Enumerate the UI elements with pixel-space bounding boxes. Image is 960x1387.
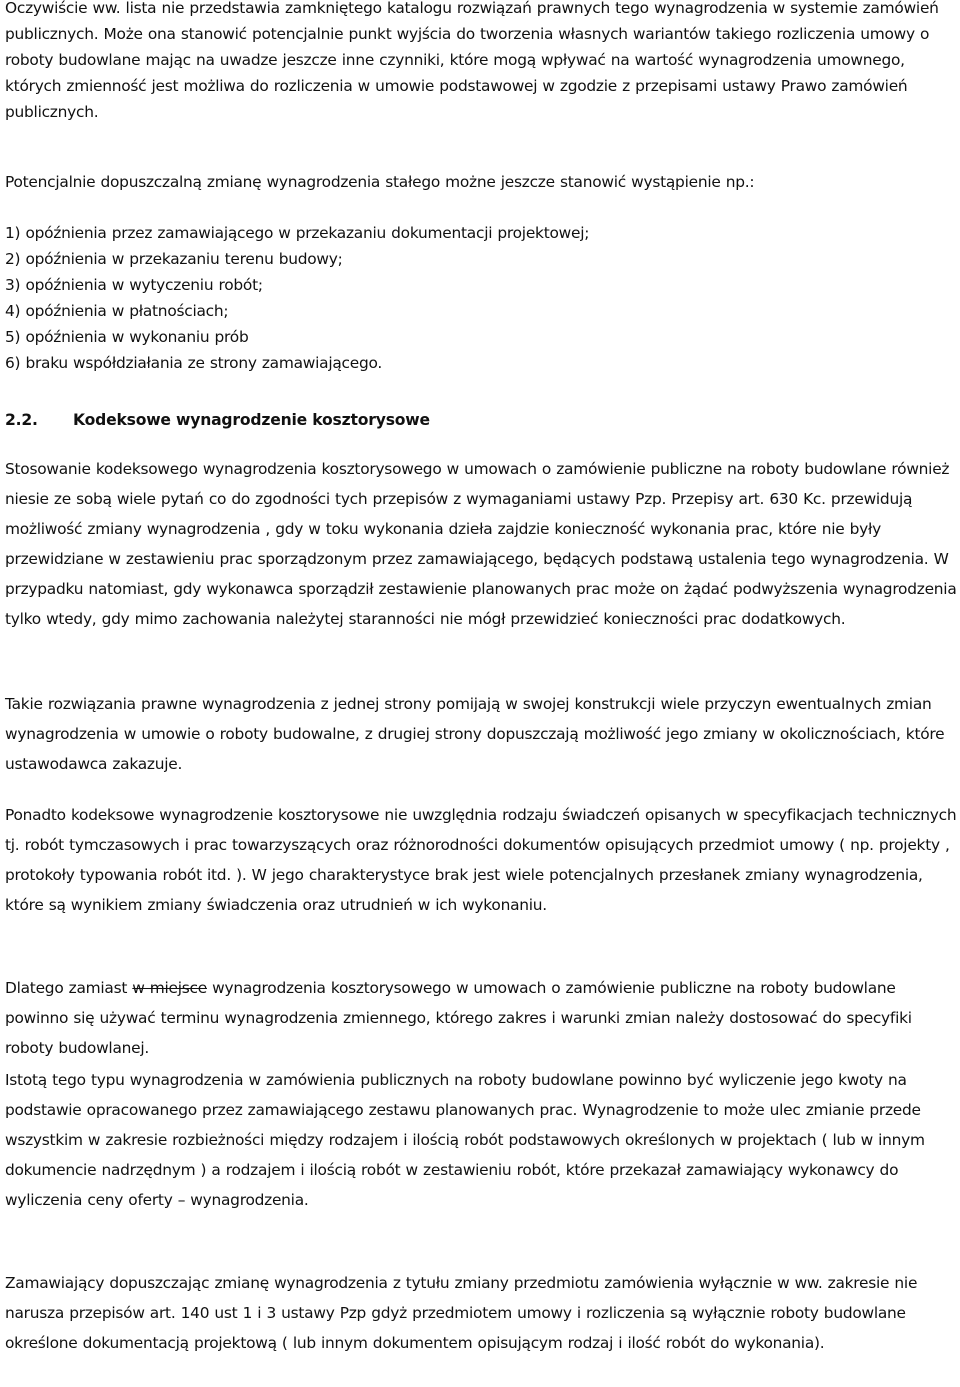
body-paragraph-2: Takie rozwiązania prawne wynagrodzenia z jednej strony pomijają w swojej konstrukcji wiele przyczyn ewentualnych zmian wynagrodzenia w umowie o roboty budowalne, z drugiej strony dopuszczają możliwość jego zmiany w okolicznościach, które ustawodawca zakazuje.: [5, 695, 945, 773]
body-paragraph-6: Zamawiający dopuszczając zmianę wynagrodzenia z tytułu zmiany przedmiotu zamówienia wyłącznie w ww. zakresie nie narusza przepisów art. 140 ust 1 i 3 ustawy Pzp gdyż przedmiotem umowy i rozliczenia są wyłącznie roboty budowlane określone dokumentacją projektową ( lub innym dokumentem opisującym rodzaj i ilość robót do wykonania).: [5, 1274, 918, 1352]
list-item: 1) opóźnienia przez zamawiającego w przekazaniu dokumentacji projektowej;: [5, 224, 590, 242]
body-paragraph-1: Stosowanie kodeksowego wynagrodzenia kosztorysowego w umowach o zamówienie publiczne na roboty budowlane również niesie ze sobą wiele pytań co do zgodności tych przepisów z wymaganiami ustawy Pzp. Przepisy art. 630 Kc. przewidują możliwość zmiany wynagrodzenia , gdy w toku wykonania dzieła zajdzie konieczność wykonania prac, które nie były przewidziane w zestawieniu prac sporządzonym przez zamawiającego, będących podstawą ustalenia tego wynagrodzenia. W przypadku natomiast, gdy wykonawca sporządził zestawienie planowanych prac może on żądać podwyższenia wynagrodzenia tylko wtedy, gdy mimo zachowania należytej staranności nie mógł przewidzieć konieczności prac dodatkowych.: [5, 460, 957, 628]
section-title: Kodeksowe wynagrodzenie kosztorysowe: [73, 411, 430, 429]
list-item: 3) opóźnienia w wytyczeniu robót;: [5, 276, 263, 294]
body-paragraph-4: [5, 973, 958, 1063]
p4-rest: wynagrodzenia kosztorysowego w umowach o zamówienie publiczne na roboty budowlane powinno się używać terminu wynagrodzenia zmiennego, którego zakres i warunki zmian należy dostosować do specyfiki roboty budowlanej.: [5, 979, 912, 1057]
section-number: 2.2.: [5, 411, 38, 429]
struck-text: w miejsce: [132, 979, 207, 997]
potential-change-paragraph: Potencjalnie dopuszczalną zmianę wynagrodzenia stałego możne jeszcze stanowić wystąpienie np.:: [5, 173, 755, 191]
body-paragraph-3: Ponadto kodeksowe wynagrodzenie kosztorysowe nie uwzględnia rodzaju świadczeń opisanych w specyfikacjach technicznych tj. robót tymczasowych i prac towarzyszących oraz różnorodności dokumentów opisujących przedmiot umowy ( np. projekty , protokoły typowania robót itd. ). W jego charakterystyce brak jest wiele potencjalnych przesłanek zmiany wynagrodzenia, które są wynikiem zmiany świadczenia oraz utrudnień w ich wykonaniu.: [5, 806, 957, 914]
list-item: 6) braku współdziałania ze strony zamawiającego.: [5, 354, 383, 372]
p4-lead: Dlatego zamiast: [5, 979, 133, 997]
delay-list: [5, 220, 958, 376]
section-heading: [5, 407, 430, 433]
list-item: 4) opóźnienia w płatnościach;: [5, 302, 229, 320]
intro-paragraph: Oczywiście ww. lista nie przedstawia zamkniętego katalogu rozwiązań prawnych tego wynagrodzenia w systemie zamówień publicznych. Może ona stanowić potencjalnie punkt wyjścia do tworzenia własnych wariantów takiego rozliczenia umowy o roboty budowlane mając na uwadze jeszcze inne czynniki, które mogą wpływać na wartość wynagrodzenia umownego, których zmienność jest możliwa do rozliczenia w umowie podstawowej w zgodzie z przepisami ustawy Prawo zamówień publicznych.: [5, 0, 939, 121]
list-item: 5) opóźnienia w wykonaniu prób: [5, 328, 249, 346]
list-item: 2) opóźnienia w przekazaniu terenu budowy;: [5, 250, 343, 268]
body-paragraph-5: Istotą tego typu wynagrodzenia w zamówienia publicznych na roboty budowlane powinno być wyliczenie jego kwoty na podstawie opracowanego przez zamawiającego zestawu planowanych prac. Wynagrodzenie to może ulec zmianie przede wszystkim w zakresie rozbieżności między rodzajem i ilością robót podstawowych określonych w projektach ( lub w innym dokumencie nadrzędnym ) a rodzajem i ilością robót w zestawieniu robót, które przekazał zamawiający wykonawcy do wyliczenia ceny oferty – wynagrodzenia.: [5, 1071, 925, 1209]
